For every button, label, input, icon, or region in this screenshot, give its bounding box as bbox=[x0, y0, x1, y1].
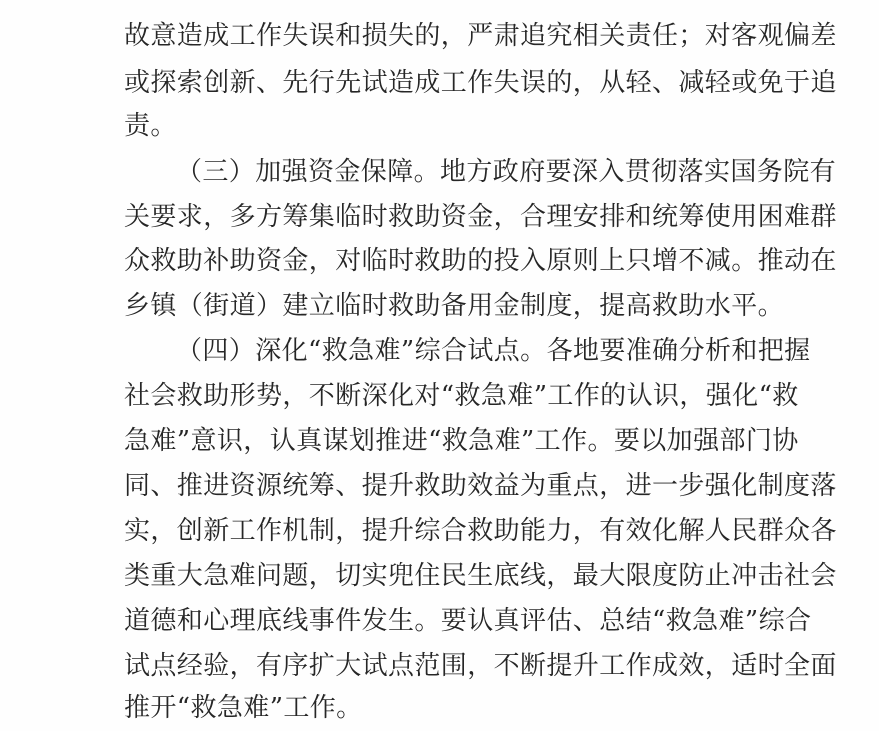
text-line: 实，创新工作机制，提升综合救助能力，有效化解人民群众各 bbox=[124, 516, 837, 546]
text-line: 众救助补助资金，对临时救助的投入原则上只增不减。推动在 bbox=[124, 246, 837, 276]
paragraph-4-start: （四）深化“救急难”综合试点。各地要准确分析和把握 bbox=[176, 336, 811, 366]
text-line: 推开“救急难”工作。 bbox=[124, 693, 363, 723]
text-line: 同、推进资源统筹、提升救助效益为重点，进一步强化制度落 bbox=[124, 471, 837, 501]
text-line: 社会救助形势，不断深化对“救急难”工作的认识，强化“救 bbox=[124, 381, 799, 411]
text-line: 责。 bbox=[124, 111, 177, 141]
paragraph-3-start: （三）加强资金保障。地方政府要深入贯彻落实国务院有 bbox=[176, 157, 837, 187]
text-line: 类重大急难问题，切实兜住民生底线，最大限度防止冲击社会 bbox=[124, 561, 837, 591]
text-line: 乡镇（街道）建立临时救助备用金制度，提高救助水平。 bbox=[124, 291, 785, 321]
text-line: 试点经验，有序扩大试点范围，不断提升工作成效，适时全面 bbox=[124, 651, 837, 681]
text-line: 故意造成工作失误和损失的，严肃追究相关责任；对客观偏差 bbox=[124, 21, 837, 51]
text-line: 急难”意识，认真谋划推进“救急难”工作。要以加强部门协 bbox=[124, 426, 799, 456]
text-line: 道德和心理底线事件发生。要认真评估、总结“救急难”综合 bbox=[124, 606, 812, 636]
text-line: 关要求，多方筹集临时救助资金，合理安排和统筹使用困难群 bbox=[124, 202, 837, 232]
text-line: 或探索创新、先行先试造成工作失误的，从轻、减轻或免于追 bbox=[124, 68, 837, 98]
